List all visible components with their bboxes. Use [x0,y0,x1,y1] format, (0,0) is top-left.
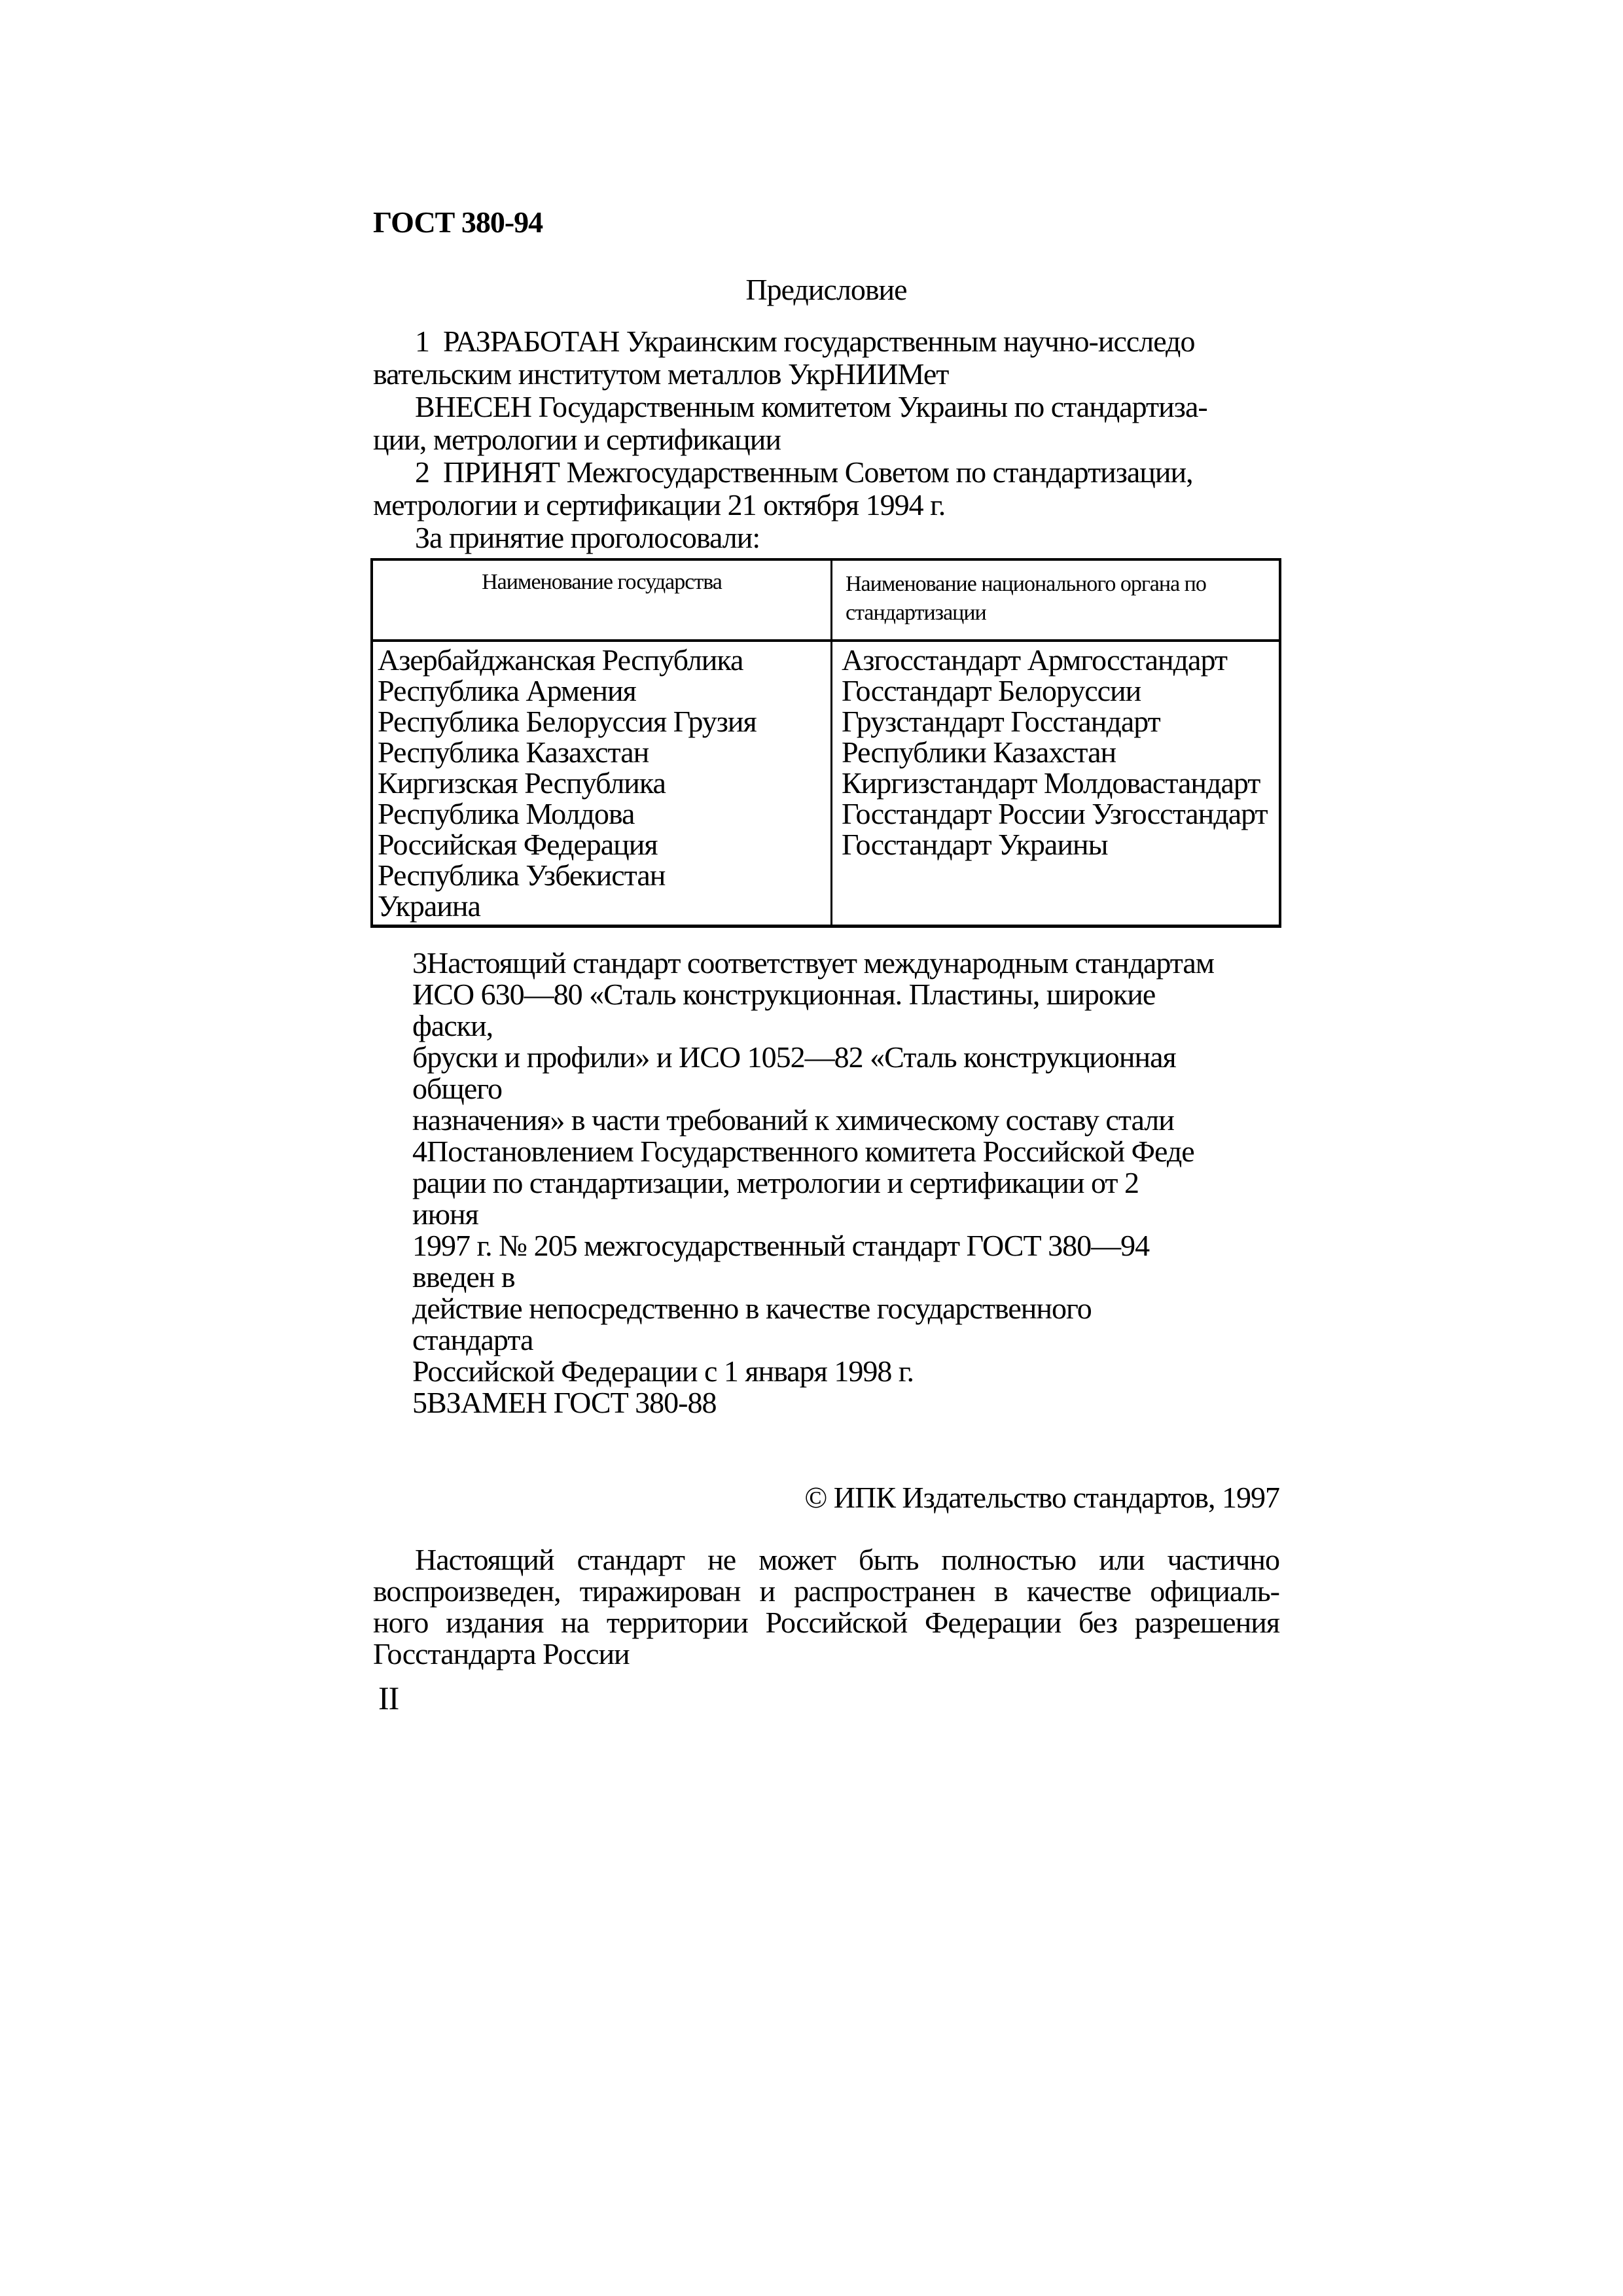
standards-body-list-cell [830,642,1279,925]
standards-note-line: Российской Федерации с 1 января 1998 г. [412,1354,914,1388]
standards-body-name: Республики Казахстан [842,735,1116,769]
state-name: Республика Белоруссия Грузия [378,705,757,738]
copyright-line: © ИПК Издательство стандартов, 1997 [804,1481,1279,1514]
standards-note-line: ИСО 630—80 «Сталь конструкционная. Пластины, широкие [412,978,1156,1011]
section-heading: Предисловие [745,273,907,306]
vote-table [370,558,1281,928]
intro-line: 1 РАЗРАБОТАН Украинским государственным научно-исследо [415,325,1195,358]
standards-note-line: 5ВЗАМЕН ГОСТ 380-88 [412,1386,717,1419]
page-number: II [378,1680,399,1716]
vote-table-header-row [373,561,1279,642]
state-name: Республика Молдова [378,797,635,830]
intro-paragraphs [373,325,1302,554]
standards-note-line: 3Настоящий стандарт соответствует международным стандартам [412,946,1214,980]
intro-line: метрологии и сертификации 21 октября 1994 г. [373,488,946,521]
state-name: Республика Казахстан [378,735,649,769]
state-name: Азербайджанская Республика [378,643,743,677]
distribution-notice [373,1544,1279,1670]
notice-line: Настоящий стандарт не может быть полностью или частично [415,1543,1279,1576]
standards-body-name: Азгосстандарт Армгосстандарт [842,643,1227,677]
standards-note-line: действие непосредственно в качестве государственного [412,1292,1092,1325]
standards-note-line: введен в [412,1260,515,1294]
state-name: Киргизская Республика [378,766,666,800]
standards-note-line: рации по стандартизации, метрологии и сертификации от 2 [412,1166,1139,1199]
state-list-cell [373,642,830,925]
standards-body-name: Госстандарт Украины [842,828,1108,861]
standards-note-line: июня [412,1197,478,1231]
standards-note-line: стандарта [412,1323,533,1356]
standards-body-name: Госстандарт России Узгосстандарт [842,797,1268,830]
standards-note-line: фаски, [412,1009,493,1042]
state-name: Республика Армения [378,674,636,707]
notice-line: ного издания на территории Российской Федерации без разрешения [373,1606,1279,1639]
body-column-header: Наименование национального органа по стандартизации [846,572,1206,625]
state-column-header: Наименование государства [482,570,722,594]
vote-table-body-row [373,642,1279,925]
standards-note-line: бруски и профили» и ИСО 1052—82 «Сталь конструкционная [412,1040,1176,1074]
intro-line: ВНЕСЕН Государственным комитетом Украины по стандартиза- [415,390,1207,423]
state-name: Российская Федерация [378,828,658,861]
notice-line: Госстандарта России [373,1637,630,1670]
standards-note-line: 1997 г. № 205 межгосударственный стандарт ГОСТ 380—94 [412,1229,1150,1262]
notice-line: воспроизведен, тиражирован и распространен в качестве официаль- [373,1574,1279,1608]
intro-line: 2 ПРИНЯТ Межгосударственным Советом по стандартизации, [415,455,1193,489]
intro-line: ции, метрологии и сертификации [373,423,781,456]
standards-notes [412,947,1302,1419]
standards-note-line: общего [412,1072,502,1105]
standards-body-name: Госстандарт Белоруссии [842,674,1141,707]
body-column-header-cell [830,561,1279,639]
intro-line: вательским институтом металлов УкрНИИМет [373,357,949,391]
standards-body-name: Киргизстандарт Молдовастандарт [842,766,1260,800]
intro-line: За принятие проголосовали: [415,521,760,554]
standards-note-line: 4Постановлением Государственного комитета Российской Феде [412,1135,1194,1168]
state-name: Украина [378,889,480,923]
state-name: Республика Узбекистан [378,858,666,892]
standards-body-name: Грузстандарт Госстандарт [842,705,1160,738]
standards-note-line: назначения» в части требований к химическому составу стали [412,1103,1174,1137]
standard-code: ГОСТ 380-94 [373,205,543,239]
